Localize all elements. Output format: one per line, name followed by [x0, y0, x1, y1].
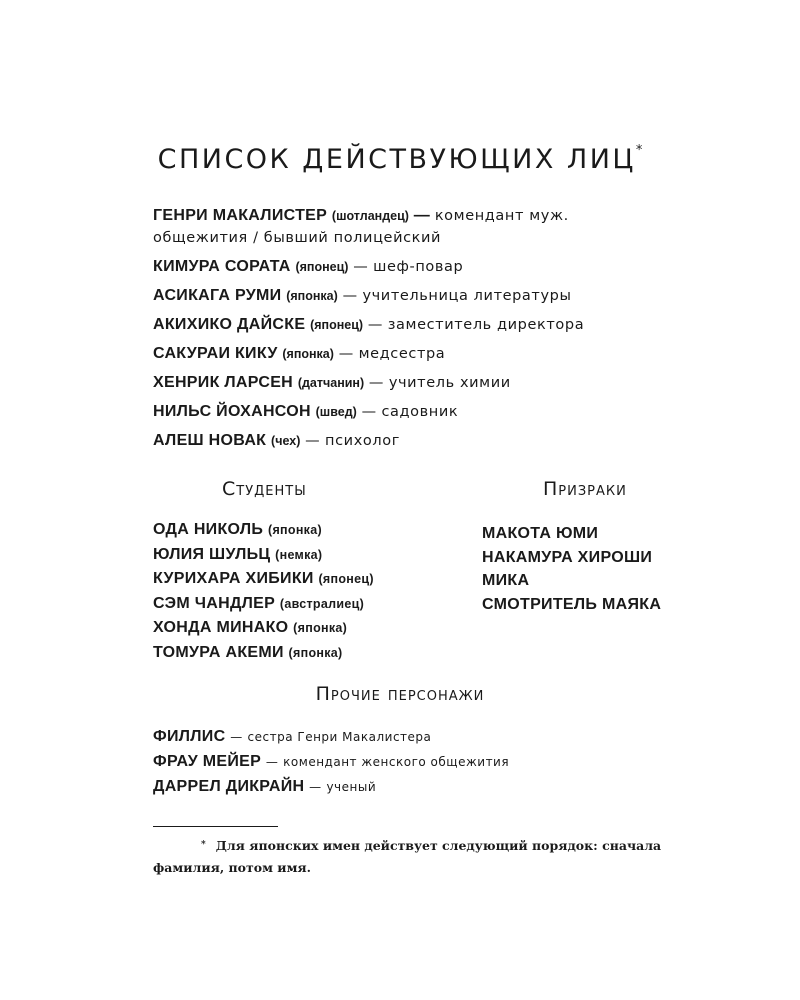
staff-role: комендант муж. — [434, 208, 569, 224]
staff-dash: — — [342, 288, 358, 304]
student-nationality: (японка) — [293, 621, 348, 635]
staff-name: САКУРАИ КИКУ — [153, 345, 278, 362]
staff-role: учитель химии — [388, 375, 511, 391]
staff-item — [153, 284, 713, 307]
staff-dash: — — [368, 375, 385, 391]
staff-item — [153, 371, 713, 394]
staff-role: учительница литературы — [362, 288, 572, 304]
staff-nationality: (датчанин) — [297, 376, 365, 390]
student-name: ОДА НИКОЛЬ — [153, 521, 264, 538]
staff-dash: — — [305, 433, 321, 449]
staff-nationality: (японец) — [310, 318, 364, 332]
other-name: ДАРРЕЛ ДИКРАЙН — [153, 778, 305, 795]
staff-dash: — — [353, 259, 369, 275]
student-name: ХОНДА МИНАКО — [153, 619, 289, 636]
page-title — [0, 144, 800, 175]
ghost-item: НАКАМУРА ХИРОШИ — [482, 548, 653, 566]
staff-nationality: (швед) — [315, 405, 357, 419]
footnote-rule — [153, 826, 278, 827]
student-name: КУРИХАРА ХИБИКИ — [153, 570, 314, 587]
other-desc: сестра Генри Макалистера — [247, 730, 432, 744]
staff-dash: — — [367, 317, 383, 333]
staff-nationality: (чех) — [271, 434, 301, 448]
staff-name: АЛЕШ НОВАК — [153, 432, 267, 449]
students-list — [153, 518, 374, 665]
footnote — [153, 836, 693, 878]
staff-item — [153, 313, 713, 336]
ghosts-heading: Призраки — [543, 478, 627, 500]
student-nationality: (японка) — [288, 645, 343, 660]
student-item — [153, 616, 374, 641]
other-item — [153, 749, 509, 774]
staff-role: шеф-повар — [373, 259, 464, 275]
staff-nationality: (японка) — [282, 347, 334, 361]
staff-name: ГЕНРИ МАКАЛИСТЕР — [153, 207, 328, 224]
other-name: ФИЛЛИС — [153, 728, 226, 745]
student-nationality: (японка) — [267, 523, 322, 537]
page-title-text: СПИСОК ДЕЙСТВУЮЩИХ ЛИЦ — [157, 144, 636, 175]
others-list — [153, 724, 509, 799]
other-desc: ученый — [326, 780, 377, 794]
staff-name: КИМУРА СОРАТА — [153, 258, 291, 275]
other-desc: комендант женского общежития — [283, 755, 510, 769]
staff-nationality: (японец) — [295, 260, 349, 274]
staff-role-line2: общежития / бывший полицейский — [153, 230, 442, 246]
other-dash: — — [230, 730, 243, 744]
footnote-text: Для японских имен действует следующий порядок: сначала фамилия, потом имя. — [153, 838, 662, 875]
footnote-mark: * — [201, 840, 206, 850]
staff-dash: — — [338, 346, 354, 362]
other-name: ФРАУ МЕЙЕР — [153, 753, 262, 770]
student-item — [153, 543, 374, 568]
staff-name: АСИКАГА РУМИ — [153, 287, 282, 304]
student-name: СЭМ ЧАНДЛЕР — [153, 594, 276, 612]
other-item — [153, 724, 509, 749]
staff-dash: — — [413, 207, 431, 224]
staff-nationality: (шотландец) — [331, 209, 409, 223]
student-item — [153, 567, 374, 592]
ghost-item: МИКА — [482, 572, 530, 589]
staff-item — [153, 400, 713, 423]
student-item — [153, 592, 374, 617]
ghosts-list — [482, 522, 661, 616]
staff-list — [153, 204, 713, 458]
staff-name: АКИХИКО ДАЙСКЕ — [153, 316, 306, 333]
staff-role: заместитель директора — [387, 317, 585, 333]
other-item — [153, 774, 509, 799]
other-dash: — — [309, 780, 322, 794]
student-item — [153, 518, 374, 543]
footnote-marker: * — [635, 143, 643, 158]
staff-role: медсестра — [358, 346, 446, 362]
staff-name: НИЛЬС ЙОХАНСОН — [153, 403, 311, 420]
staff-role: психолог — [325, 433, 400, 449]
ghost-item: МАКОТА ЮМИ — [482, 525, 599, 542]
student-nationality: (немка) — [275, 547, 323, 562]
staff-item — [153, 429, 713, 452]
ghost-item: СМОТРИТЕЛЬ МАЯКА — [482, 595, 662, 613]
staff-dash: — — [361, 404, 377, 420]
student-name: ЮЛИЯ ШУЛЬЦ — [153, 545, 271, 563]
students-heading: Студенты — [222, 478, 307, 500]
others-heading: Прочие персонажи — [315, 683, 485, 705]
staff-nationality: (японка) — [286, 289, 338, 303]
staff-role: садовник — [381, 404, 459, 420]
other-dash: — — [265, 755, 279, 769]
staff-item — [153, 255, 713, 278]
student-nationality: (австралиец) — [279, 596, 365, 611]
student-nationality: (японец) — [318, 572, 374, 586]
student-name: ТОМУРА АКЕМИ — [153, 643, 284, 661]
staff-name: ХЕНРИК ЛАРСЕН — [153, 374, 294, 391]
staff-item — [153, 204, 713, 249]
student-item — [153, 641, 374, 666]
staff-item — [153, 342, 713, 365]
